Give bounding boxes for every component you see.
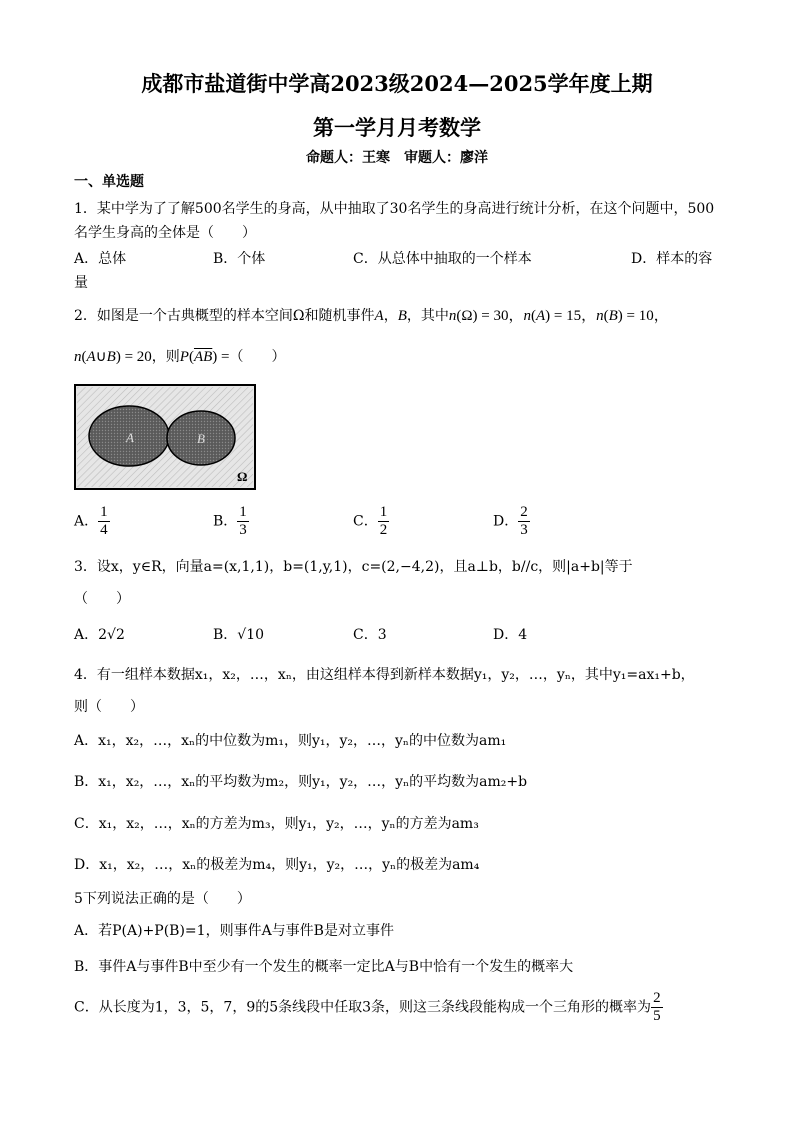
q5-option-c	[74, 990, 663, 1025]
q1-stem-line2: 名学生身高的全体是（ ）	[74, 225, 256, 241]
q2-stem-line2: n(A∪B) = 20，则$P(\overline{AB})$ =（ ）	[74, 349, 286, 365]
q1-stem-line1: 1．某中学为了了解500名学生的身高，从中抽取了30名学生的身高进行统计分析，在这个问题中，500	[74, 201, 715, 217]
q2-stem-mid: ，其中	[406, 308, 449, 324]
venn-diagram	[74, 384, 256, 490]
q1-option-c: C．从总体中抽取的一个样本	[353, 251, 532, 267]
q2-option-b: B． $\frac{1}{3}$	[213, 504, 247, 538]
q2-option-d: D． $\frac{2}{3}$	[493, 504, 528, 538]
q4-stem-line2: 则（ ）	[74, 699, 144, 715]
q5-stem: 5下列说法正确的是（ ）	[74, 891, 251, 907]
q1-option-b: B．个体	[213, 251, 266, 267]
q5-option-c-text: C．从长度为1，3，5，7，9的5条线段中任取3条，则这三条线段能构成一个三角形的概率为	[74, 999, 652, 1016]
q4-option-b: B．x₁，x₂，…，xₙ的平均数为m₂，则y₁，y₂，…，yₙ的平均数为am₂+b	[74, 774, 528, 790]
label-omega: Ω	[237, 469, 248, 484]
q3-stem-line2: （ ）	[74, 591, 130, 607]
label-a: A	[126, 430, 134, 445]
q2-option-c: C． $\frac{1}{2}$	[353, 504, 388, 538]
q2-paren: （ ）	[229, 349, 286, 365]
q2-stem-line1: 2．如图是一个古典概型的样本空间Ω和随机事件A，B，其中n(Ω) = 30，n(A) = 15，n(B) = 10，	[74, 308, 669, 324]
exam-subtitle: 第一学月月考数学	[313, 115, 481, 140]
authors-line: 命题人：王寒 审题人：廖洋	[306, 150, 488, 166]
q3-option-c: C．3	[353, 627, 387, 643]
q1-option-d-continued: 量	[74, 275, 88, 291]
q2-stem-text: 2．如图是一个古典概型的样本空间Ω和随机事件	[74, 308, 375, 324]
q5-option-a: A．若P(A)+P(B)=1，则事件A与事件B是对立事件	[74, 923, 394, 939]
q2-option-a: A． $\frac{1}{4}$	[74, 504, 108, 538]
q5-option-b: B．事件A与事件B中至少有一个发生的概率一定比A与B中恰有一个发生的概率大	[74, 959, 574, 975]
q4-option-a: A．x₁，x₂，…，xₙ的中位数为m₁，则y₁，y₂，…，yₙ的中位数为am₁	[74, 733, 507, 749]
label-b: B	[197, 431, 205, 446]
q3-stem-line1: 3．设x，y∈R，向量a=(x,1,1)，b=(1,y,1)，c=(2,−4,2)，且a⊥b，b//c，则|a+b|等于	[74, 559, 633, 575]
q3-option-b: B．√10	[213, 627, 265, 643]
q3-option-d: D．4	[493, 627, 528, 643]
q2-stem-then: ，则	[151, 349, 180, 365]
q4-option-c: C．x₁，x₂，…，xₙ的方差为m₃，则y₁，y₂，…，yₙ的方差为am₃	[74, 816, 479, 832]
q3-option-a: A．2√2	[74, 627, 125, 643]
q1-option-d: D．样本的容	[631, 251, 713, 267]
q1-option-a: A．总体	[74, 251, 127, 267]
q4-stem-line1: 4．有一组样本数据x₁，x₂，…，xₙ，由这组样本得到新样本数据y₁，y₂，…，yₙ，其中y₁=ax₁+b，	[74, 667, 695, 683]
q4-option-d: D．x₁，x₂，…，xₙ的极差为m₄，则y₁，y₂，…，yₙ的极差为am₄	[74, 857, 480, 873]
section-heading: 一、单选题	[74, 174, 144, 190]
exam-title: 成都市盐道街中学高2023级2024—2025学年度上期	[141, 71, 653, 96]
q5-option-c-fraction: $\frac{2}{5}$	[653, 990, 661, 1024]
